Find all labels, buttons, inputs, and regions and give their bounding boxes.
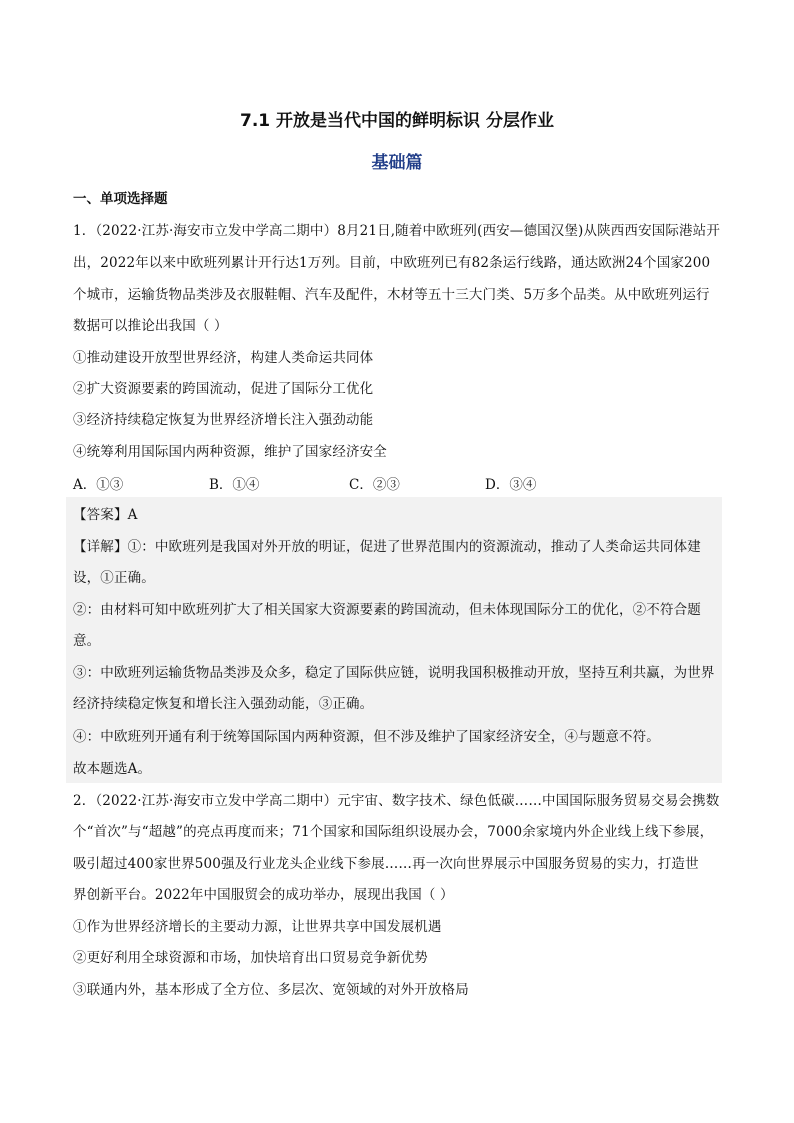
q2-stem-line: 吸引超过400家世界500强及行业龙头企业线下参展……再一次向世界展示中国服务贸易的实力，打造世 [73,856,699,872]
q1-statement: ①推动建设开放型世界经济，构建人类命运共同体 [73,350,374,366]
q2-stem-line: 2．（2022·江苏·海安市立发中学高二期中）元宇宙、数字技术、绿色低碳……中国国际服务贸易交易会携数 [73,793,720,809]
q1-stem-line: 数据可以推论出我国（ ） [73,318,228,334]
q1-detail-line: 经济持续稳定恢复和增长注入强劲动能，③正确。 [73,696,374,712]
q1-stem-line: 个城市，运输货物品类涉及衣服鞋帽、汽车及配件，木材等五十三大门类、5万多个品类。从中欧班列运行 [73,287,710,303]
q1-detail-line: 故本题选A。 [73,761,152,777]
q1-option-d: D．③④ [485,477,537,493]
q1-detail-line: 意。 [73,633,101,649]
q2-statement: ③联通内外，基本形成了全方位、多层次、宽领域的对外开放格局 [73,982,469,998]
q1-statement: ④统筹利用国际国内两种资源，维护了国家经济安全 [73,444,387,460]
q1-options [73,473,723,493]
section-heading: 一、单项选择题 [73,191,168,207]
q1-statement: ②扩大资源要素的跨国流动，促进了国际分工优化 [73,381,374,397]
document-subtitle: 基础篇 [371,153,423,173]
q2-stem-line: 个“首次”与“超越”的亮点再度而来；71个国家和国际组织设展办会，7000余家境内外企业线上线下参展， [73,824,714,840]
q1-stem-line: 1．（2022·江苏·海安市立发中学高二期中）8月21日,随着中欧班列(西安—德国汉堡)从陕西西安国际港站开 [73,223,720,239]
q1-option-c: C．②③ [349,477,400,493]
q1-detail-line: ③：中欧班列运输货物品类涉及众多，稳定了国际供应链，说明我国积极推动开放，坚持互利共赢，为世界 [73,665,715,681]
q1-option-b: B．①④ [209,477,260,493]
q2-stem-line: 界创新平台。2022年中国服贸会的成功举办，展现出我国（ ） [73,887,454,903]
q1-stem-line: 出，2022年以来中欧班列累计开行达1万列。目前，中欧班列已有82条运行线路，通达欧洲24个国家200 [73,255,711,271]
q1-statement: ③经济持续稳定恢复为世界经济增长注入强劲动能 [73,412,374,428]
q1-detail-line: 【详解】①：中欧班列是我国对外开放的明证，促进了世界范围内的资源流动，推动了人类命运共同体建 [73,539,701,555]
q1-detail-line: 设，①正确。 [73,570,155,586]
q1-detail-line: ②：由材料可知中欧班列扩大了相关国家大资源要素的跨国流动，但未体现国际分工的优化，②不符合题 [73,602,701,618]
document-title: 7.1 开放是当代中国的鲜明标识 分层作业 [240,111,554,131]
q2-statement: ②更好利用全球资源和市场，加快培育出口贸易竞争新优势 [73,950,428,966]
q1-answer: 【答案】A [73,507,138,523]
q1-option-a: A．①③ [73,477,124,493]
q2-statement: ①作为世界经济增长的主要动力源，让世界共享中国发展机遇 [73,919,442,935]
q1-detail-line: ④：中欧班列开通有利于统筹国际国内两种资源，但不涉及维护了国家经济安全，④与题意不符。 [73,729,660,745]
